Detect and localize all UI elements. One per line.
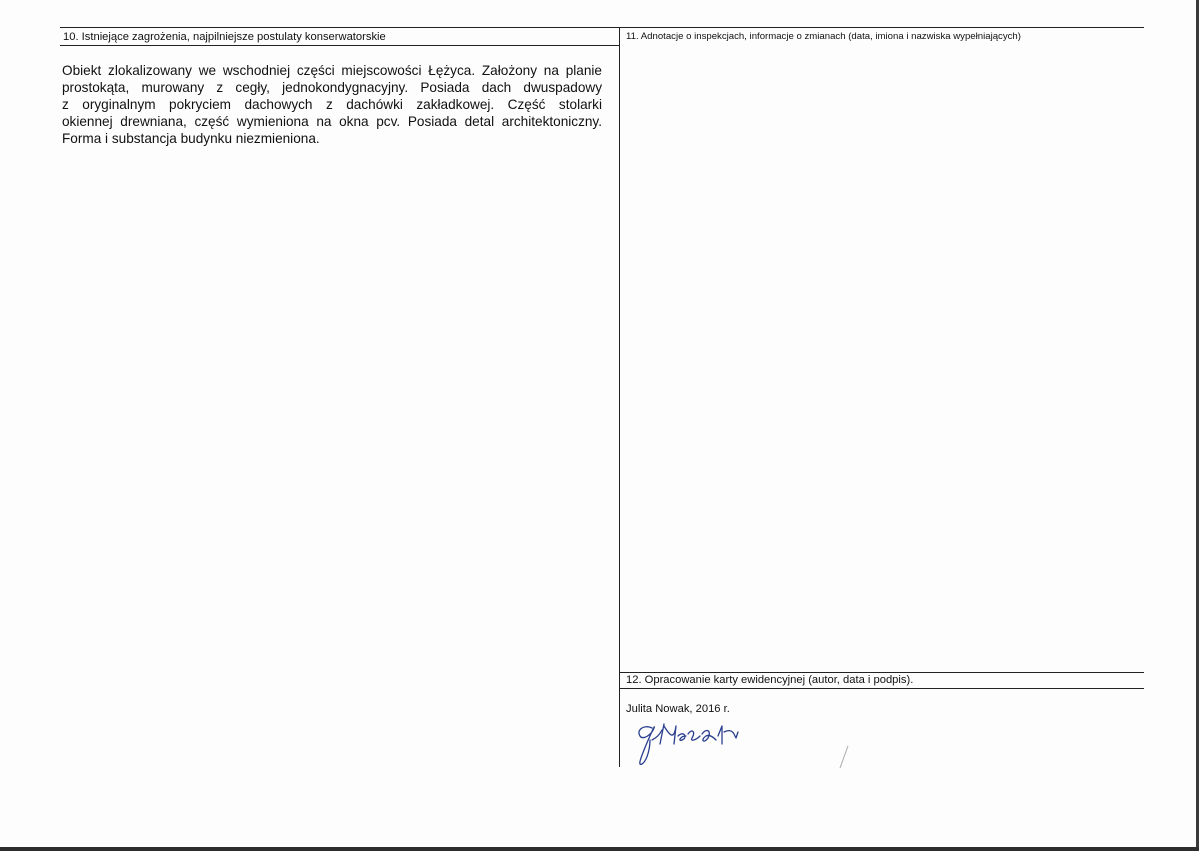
top-rule (60, 27, 1144, 28)
section10-header-rule (60, 45, 619, 46)
body-line: okiennej drewniana, część wymieniona na okna pcv. Posiada detal architektoniczny. (62, 114, 602, 129)
scan-edge-bottom (0, 847, 1199, 851)
body-line: prostokąta, murowany z cegły, jednokondygnacyjny. Posiada dach dwuspadowy (62, 80, 602, 95)
column-divider (619, 27, 620, 767)
section11-header: 11. Adnotacje o inspekcjach, informacje o zmianach (data, imiona i nazwiska wypełniających) (626, 31, 1021, 42)
stray-pen-mark (836, 742, 856, 772)
section12-top-rule (619, 672, 1144, 673)
section12-header: 12. Opracowanie karty ewidencyjnej (autor, data i podpis). (626, 674, 914, 686)
section12-header-rule (619, 688, 1144, 689)
handwritten-signature (630, 718, 770, 770)
section10-body (62, 62, 602, 147)
section10-header: 10. Istniejące zagrożenia, najpilniejsze postulaty konserwatorskie (63, 31, 386, 43)
author-line: Julita Nowak, 2016 r. (626, 703, 730, 715)
body-line: z oryginalnym pokryciem dachowych z dachówki zakładkowej. Część stolarki (62, 97, 602, 112)
body-line: Obiekt zlokalizowany we wschodniej części miejscowości Łężyca. Założony na planie (62, 63, 602, 78)
body-line: Forma i substancja budynku niezmieniona. (62, 131, 320, 146)
